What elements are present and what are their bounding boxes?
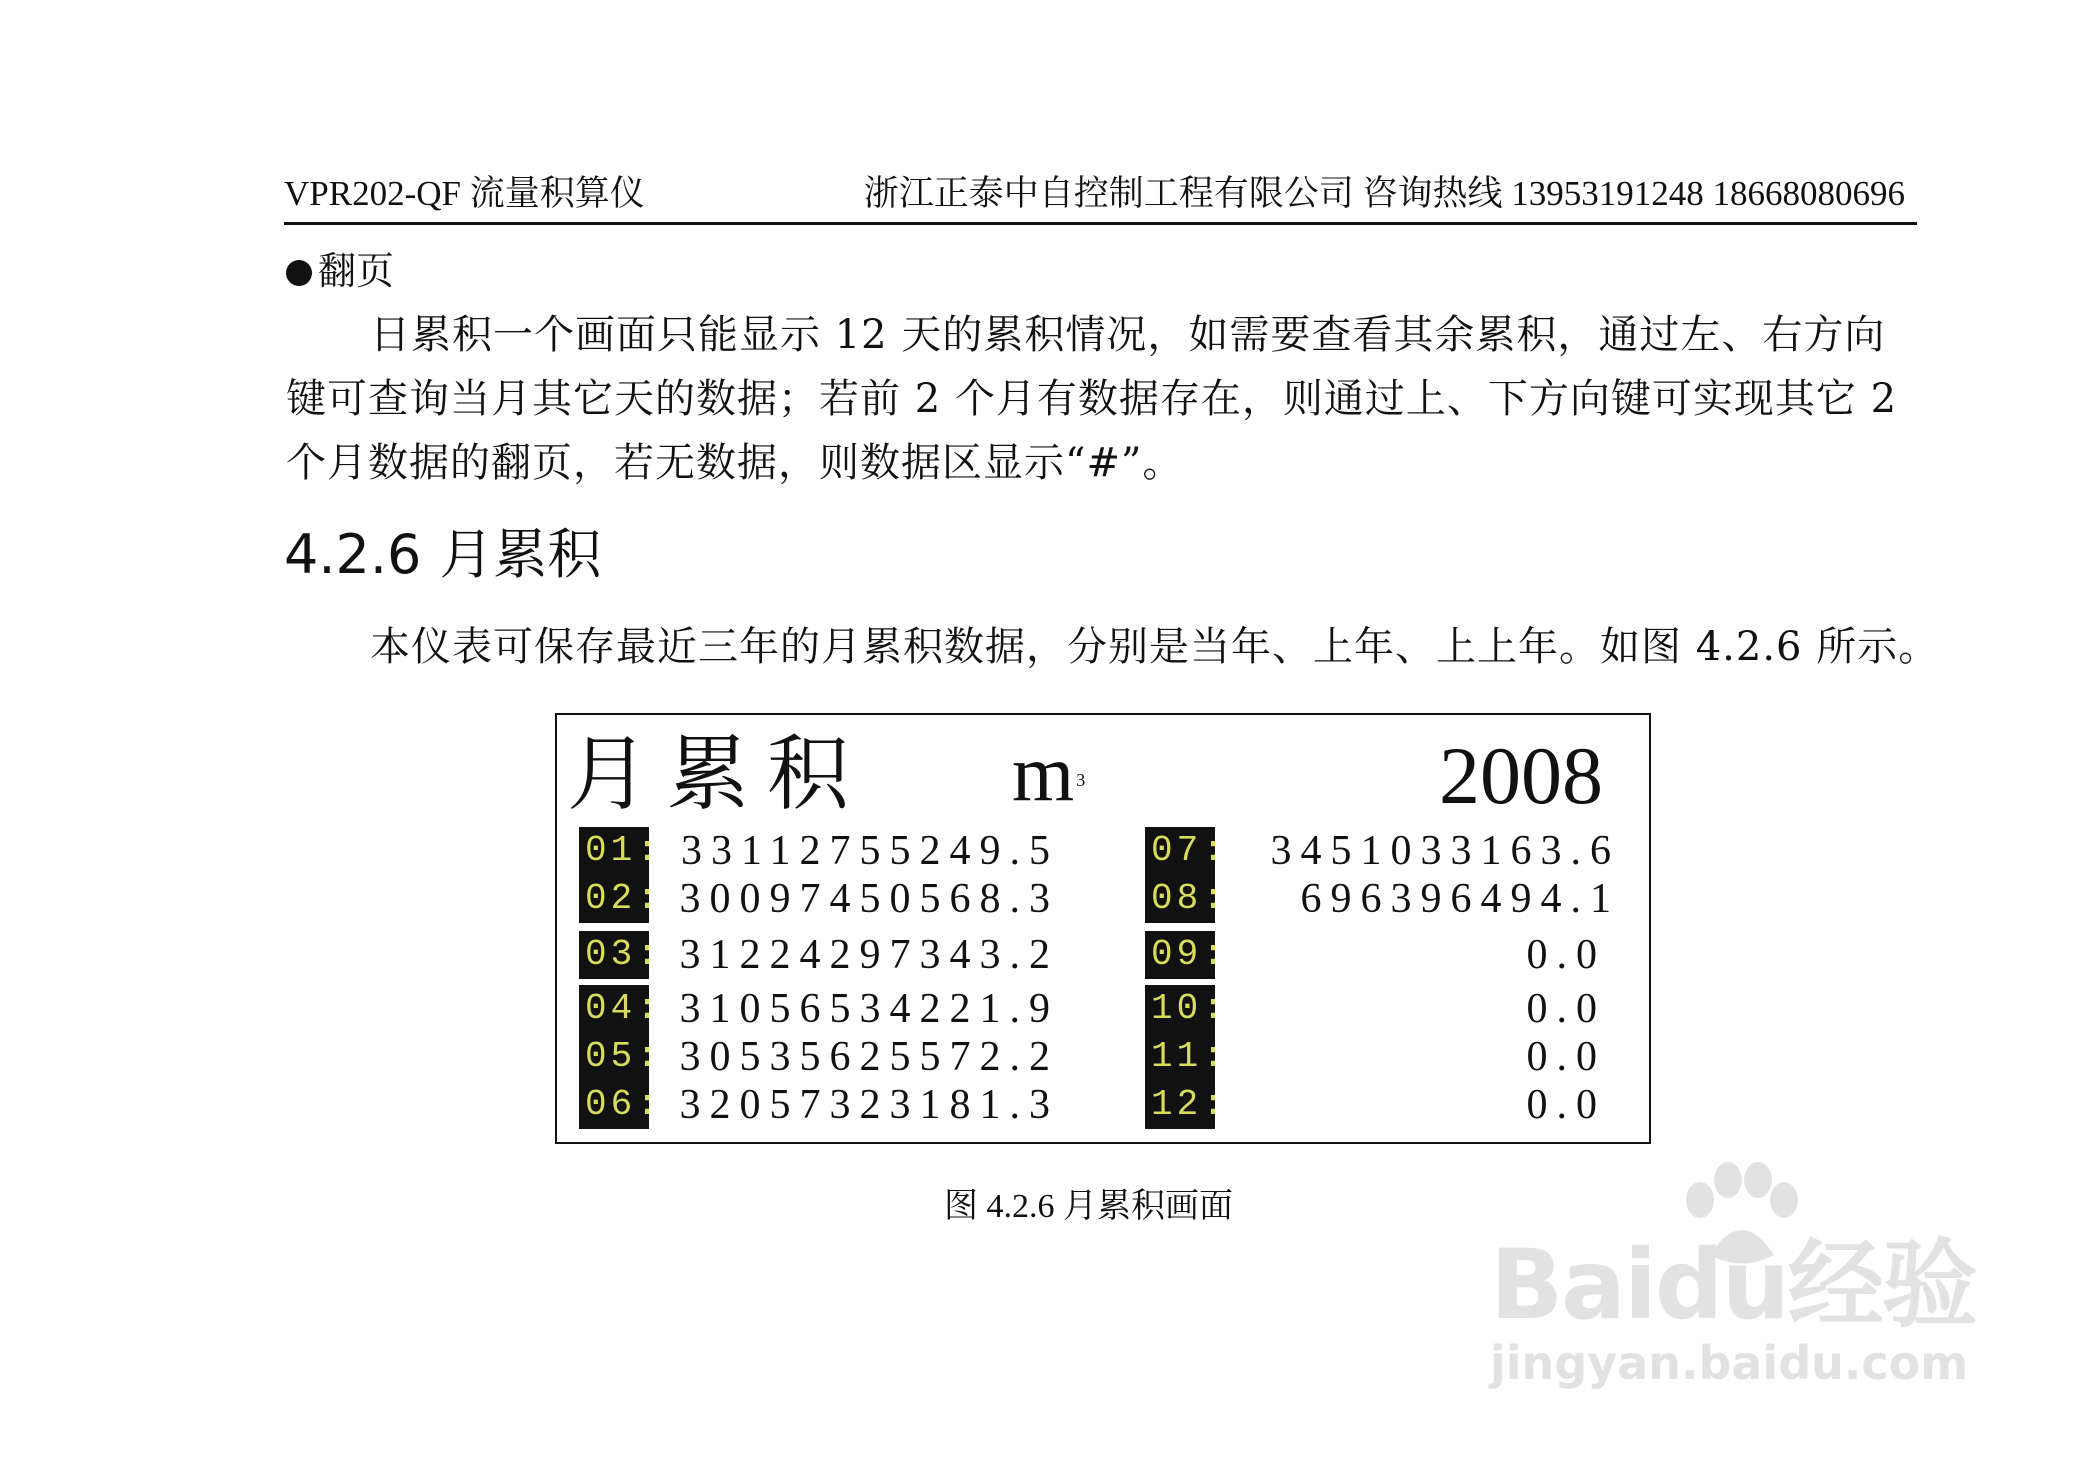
lcd-unit-sup: 3 [1076, 770, 1086, 790]
month-value: 0.0 [1526, 932, 1606, 978]
lcd-unit [1012, 729, 1085, 819]
watermark-logo-text: Baidu经验 [1490, 1229, 1976, 1341]
month-label: 11: [1145, 1033, 1215, 1081]
month-label: 01: [579, 827, 649, 875]
month-value: 31224297343.2 [679, 932, 1059, 978]
month-value: 30535625572.2 [679, 1034, 1059, 1080]
month-value: 30097450568.3 [679, 876, 1059, 922]
month-row [579, 931, 1059, 979]
body-paragraph [286, 303, 1916, 495]
month-row [579, 875, 1059, 923]
month-value: 696396494.1 [1300, 876, 1620, 922]
month-label: 02: [579, 875, 649, 923]
baidu-watermark [1480, 1160, 1980, 1400]
month-row [579, 1081, 1059, 1129]
month-value: 31056534221.9 [679, 986, 1059, 1032]
header-company-contact: 浙江正泰中自控制工程有限公司 咨询热线 13953191248 18668080696 [863, 174, 1905, 213]
bullet-heading-text: 翻页 [318, 249, 395, 293]
header-product-title: VPR202-QF 流量积算仪 [284, 174, 645, 213]
month-label: 05: [579, 1033, 649, 1081]
month-row [579, 1033, 1059, 1081]
lcd-title: 月累积 [567, 727, 868, 822]
month-label: 03: [579, 931, 649, 979]
month-label: 12: [1145, 1081, 1215, 1129]
section-title: 月累积 [439, 523, 602, 586]
month-label: 10: [1145, 985, 1215, 1033]
lcd-year: 2008 [1439, 730, 1603, 821]
bullet-icon [286, 260, 312, 286]
month-row [1145, 827, 1620, 875]
month-row [1145, 1081, 1620, 1129]
month-value: 0.0 [1526, 1034, 1606, 1080]
lcd-screen-figure [555, 713, 1651, 1144]
lcd-unit-base: m [1012, 730, 1075, 818]
intro-text: 本仪表可保存最近三年的月累积数据，分别是当年、上年、上上年。如图 4.2.6 所示。 [370, 624, 1940, 670]
month-value: 32057323181.3 [679, 1082, 1059, 1128]
section-number: 4.2.6 [284, 523, 422, 586]
month-row [579, 827, 1059, 875]
month-value: 3451033163.6 [1270, 828, 1620, 874]
page-header [284, 172, 1917, 225]
month-row [579, 985, 1059, 1033]
month-label: 04: [579, 985, 649, 1033]
month-label: 09: [1145, 931, 1215, 979]
paragraph-text: 日累积一个画面只能显示 12 天的累积情况，如需要查看其余累积，通过左、右方向键可查询当月其它天的数据；若前 2 个月有数据存在，则通过上、下方向键可实现其它 2 个月数据的翻页，若无数据，则数据区显示“#”。 [286, 312, 1898, 486]
section-heading [284, 520, 601, 590]
month-label: 06: [579, 1081, 649, 1129]
bullet-heading [286, 246, 394, 296]
month-label: 07: [1145, 827, 1215, 875]
watermark-url: jingyan.baidu.com [1490, 1336, 1969, 1390]
figure-caption: 图 4.2.6 月累积画面 [944, 1188, 1233, 1225]
month-label: 08: [1145, 875, 1215, 923]
month-value: 0.0 [1526, 1082, 1606, 1128]
month-value: 33112755249.5 [681, 828, 1059, 874]
month-row [1145, 931, 1620, 979]
month-row [1145, 1033, 1620, 1081]
month-row [1145, 875, 1620, 923]
month-value: 0.0 [1526, 986, 1606, 1032]
month-row [1145, 985, 1620, 1033]
